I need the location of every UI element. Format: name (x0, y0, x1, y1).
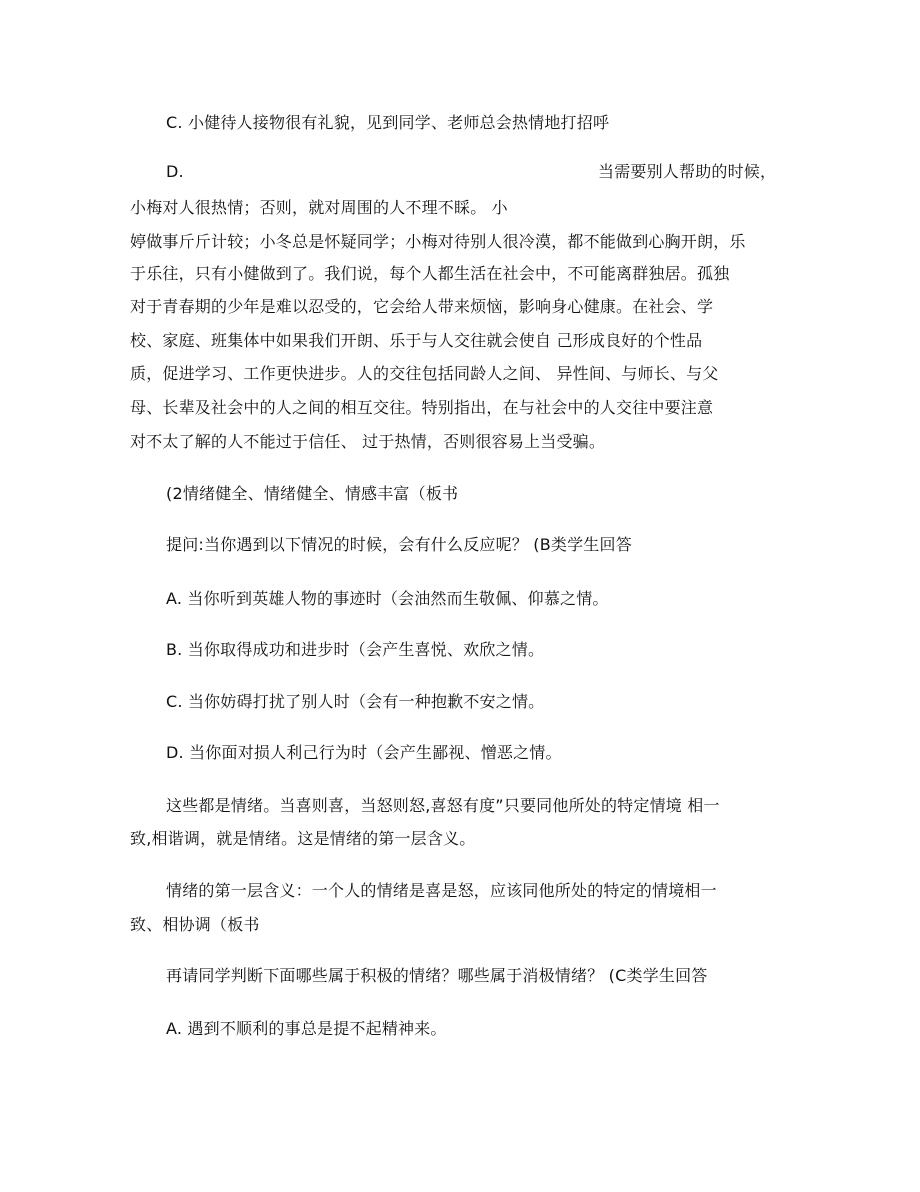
paragraph-line: 校、家庭、班集体中如果我们开朗、乐于与人交往就会使自 己形成良好的个性品 (130, 331, 703, 350)
paragraph-line: 致,相谐调，就是情绪。这是情绪的第一层含义。 (130, 829, 476, 848)
paragraph-line: 提问:当你遇到以下情况的时候，会有什么反应呢？ (B类学生回答 (166, 535, 632, 554)
paragraph-line: 婷做事斤斤计较；小冬总是怀疑同学；小梅对待别人很冷漠，都不能做到心胸开朗，乐 (130, 232, 746, 251)
list-item: C. 当你妨碍打扰了别人时（会有一种抱歉不安之情。 (166, 692, 545, 711)
paragraph-line: 致、相协调（板书 (130, 915, 260, 934)
paragraph-line: C. 小健待人接物很有礼貌，见到同学、老师总会热情地打招呼 (166, 113, 610, 132)
paragraph-line: 对于青春期的少年是难以忍受的，它会给人带来烦恼，影响身心健康。在社会、学 (130, 297, 714, 316)
paragraph-line: 质，促进学习、工作更快进步。人的交往包括同龄人之间、 异性间、与师长、与父 (130, 364, 719, 383)
list-item: B. 当你取得成功和进步时（会产生喜悦、欢欣之情。 (166, 640, 545, 659)
paragraph-line: 对不太了解的人不能过于信任、 过于热情，否则很容易上当受骗。 (130, 432, 606, 451)
paragraph-line: 当需要别人帮助的时候， (598, 162, 777, 181)
paragraph-line: 再请同学判断下面哪些属于积极的情绪？哪些属于消极情绪？ (C类学生回答 (166, 966, 708, 985)
list-item: A. 当你听到英雄人物的事迹时（会油然而生敬佩、仰慕之情。 (166, 589, 609, 608)
paragraph-line: 这些都是情绪。当喜则喜，当怒则怒,喜怒有度”只要同他所处的特定情境 相一 (166, 796, 720, 815)
paragraph-line: 小梅对人很热情；否则，就对周围的人不理不睬。 小 (130, 198, 508, 217)
paragraph-line: 情绪的第一层含义：一个人的情绪是喜是怒，应该同他所处的特定的情境相一 (166, 881, 717, 900)
list-item: A. 遇到不顺利的事总是提不起精神来。 (166, 1019, 447, 1038)
list-item: D. 当你面对损人利己行为时（会产生鄙视、憎恶之情。 (166, 743, 562, 762)
paragraph-line: 于乐往，只有小健做到了。我们说，每个人都生活在社会中，不可能离群独居。孤独 (130, 264, 730, 283)
paragraph-line: 母、长辈及社会中的人之间的相互交往。特别指出，在与社会中的人交往中要注意 (130, 398, 714, 417)
section-heading: (2情绪健全、情绪健全、情感丰富（板书 (166, 484, 459, 503)
paragraph-line: D. (166, 162, 184, 181)
